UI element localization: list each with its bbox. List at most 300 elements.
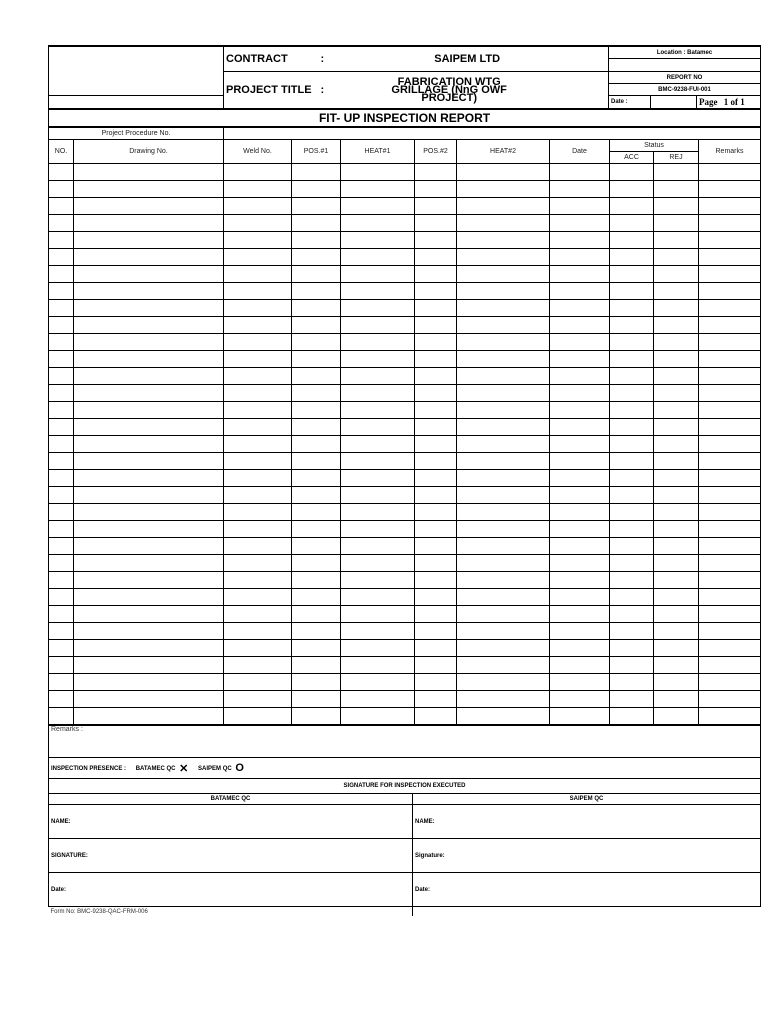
cell-acc (610, 470, 654, 487)
cell-heat2 (457, 232, 550, 249)
cell-acc (610, 691, 654, 708)
cell-acc (610, 521, 654, 538)
cell-pos1 (292, 623, 341, 640)
cell-acc (610, 368, 654, 385)
cell-heat2 (457, 657, 550, 674)
cell-heat1 (341, 453, 415, 470)
table-row (49, 334, 761, 351)
table-row (49, 402, 761, 419)
cell-pos1 (292, 249, 341, 266)
cell-pos1 (292, 674, 341, 691)
cell-acc (610, 708, 654, 725)
inspection-table (48, 127, 761, 725)
table-row (49, 487, 761, 504)
cell-acc (610, 249, 654, 266)
cell-drawing (74, 572, 224, 589)
cell-no (49, 640, 74, 657)
table-row (49, 504, 761, 521)
cell-date (550, 385, 610, 402)
cell-pos2 (415, 521, 457, 538)
cell-heat2 (457, 538, 550, 555)
cell-no (49, 657, 74, 674)
cell-rej (654, 487, 699, 504)
cell-acc (610, 317, 654, 334)
cell-drawing (74, 555, 224, 572)
cell-pos1 (292, 334, 341, 351)
cell-drawing (74, 385, 224, 402)
cell-remarks (699, 470, 761, 487)
cell-rej (654, 470, 699, 487)
cell-date (550, 708, 610, 725)
cell-heat1 (341, 572, 415, 589)
cell-date (550, 300, 610, 317)
cell-no (49, 674, 74, 691)
table-row (49, 317, 761, 334)
cell-no (49, 368, 74, 385)
cell-heat1 (341, 317, 415, 334)
cell-drawing (74, 589, 224, 606)
cell-drawing (74, 351, 224, 368)
cell-pos2 (415, 300, 457, 317)
project-title-colon: : (320, 84, 325, 96)
cell-heat2 (457, 419, 550, 436)
cell-heat1 (341, 674, 415, 691)
cell-pos1 (292, 283, 341, 300)
form-number-spacer (413, 907, 761, 917)
cell-acc (610, 538, 654, 555)
cell-heat2 (457, 351, 550, 368)
cell-heat2 (457, 198, 550, 215)
cell-heat2 (457, 674, 550, 691)
cell-remarks (699, 351, 761, 368)
cell-date (550, 317, 610, 334)
cell-pos1 (292, 606, 341, 623)
col-header-pos1: POS.#1 (292, 140, 341, 164)
cell-heat2 (457, 436, 550, 453)
cell-date (550, 215, 610, 232)
cell-weld (224, 521, 292, 538)
cell-rej (654, 589, 699, 606)
cell-remarks (699, 215, 761, 232)
page-label: Page (699, 97, 718, 107)
cell-heat2 (457, 470, 550, 487)
cell-date (550, 470, 610, 487)
saipem-date-field: Date: (413, 873, 761, 907)
cell-acc (610, 606, 654, 623)
table-row (49, 198, 761, 215)
cell-heat1 (341, 300, 415, 317)
cell-heat1 (341, 555, 415, 572)
cell-pos2 (415, 487, 457, 504)
cell-rej (654, 419, 699, 436)
cell-weld (224, 266, 292, 283)
cell-acc (610, 555, 654, 572)
cell-pos2 (415, 215, 457, 232)
cell-rej (654, 215, 699, 232)
cell-drawing (74, 708, 224, 725)
saipem-signature-field: Signature: (413, 839, 761, 873)
cell-rej (654, 232, 699, 249)
cell-heat2 (457, 691, 550, 708)
cell-heat2 (457, 334, 550, 351)
cell-weld (224, 368, 292, 385)
cell-pos1 (292, 487, 341, 504)
cell-weld (224, 436, 292, 453)
cell-rej (654, 283, 699, 300)
cell-no (49, 402, 74, 419)
cell-weld (224, 606, 292, 623)
table-row (49, 164, 761, 181)
cell-pos1 (292, 402, 341, 419)
cell-weld (224, 538, 292, 555)
inspection-presence (49, 758, 761, 779)
cell-date (550, 589, 610, 606)
cell-remarks (699, 436, 761, 453)
cell-drawing (74, 538, 224, 555)
cell-date (550, 334, 610, 351)
cell-heat2 (457, 623, 550, 640)
cell-acc (610, 657, 654, 674)
cell-drawing (74, 623, 224, 640)
cell-remarks (699, 453, 761, 470)
cell-pos2 (415, 453, 457, 470)
cell-no (49, 487, 74, 504)
cell-weld (224, 317, 292, 334)
cell-pos1 (292, 164, 341, 181)
batamec-qc-heading: BATAMEC QC (49, 794, 413, 805)
cell-heat2 (457, 249, 550, 266)
cell-drawing (74, 300, 224, 317)
cell-drawing (74, 164, 224, 181)
cell-date (550, 402, 610, 419)
cell-acc (610, 266, 654, 283)
circle-icon: O (235, 762, 244, 774)
table-row (49, 657, 761, 674)
date-value (651, 96, 697, 110)
cell-heat2 (457, 181, 550, 198)
cell-date (550, 606, 610, 623)
cell-heat2 (457, 317, 550, 334)
cell-drawing (74, 215, 224, 232)
cell-acc (610, 232, 654, 249)
cell-acc (610, 385, 654, 402)
cell-heat2 (457, 300, 550, 317)
cell-weld (224, 164, 292, 181)
cell-pos1 (292, 232, 341, 249)
cell-date (550, 419, 610, 436)
cell-drawing (74, 691, 224, 708)
table-row (49, 300, 761, 317)
cell-rej (654, 606, 699, 623)
cell-heat1 (341, 589, 415, 606)
cell-no (49, 436, 74, 453)
cell-remarks (699, 249, 761, 266)
cell-heat1 (341, 402, 415, 419)
table-row (49, 538, 761, 555)
table-row (49, 385, 761, 402)
cell-no (49, 198, 74, 215)
contract-label: CONTRACT (224, 46, 299, 72)
cell-no (49, 283, 74, 300)
cell-pos1 (292, 385, 341, 402)
col-header-status: Status (610, 140, 699, 152)
cell-no (49, 691, 74, 708)
cell-acc (610, 215, 654, 232)
cell-heat1 (341, 249, 415, 266)
cell-date (550, 453, 610, 470)
cell-remarks (699, 606, 761, 623)
cell-pos1 (292, 368, 341, 385)
col-header-remarks: Remarks (699, 140, 761, 164)
table-row (49, 249, 761, 266)
cell-remarks (699, 521, 761, 538)
cell-remarks (699, 691, 761, 708)
cell-heat1 (341, 334, 415, 351)
cell-no (49, 385, 74, 402)
cell-no (49, 300, 74, 317)
cell-heat1 (341, 266, 415, 283)
cell-remarks (699, 181, 761, 198)
cell-acc (610, 164, 654, 181)
cell-rej (654, 368, 699, 385)
table-row (49, 555, 761, 572)
cell-date (550, 436, 610, 453)
report-header (48, 45, 761, 127)
cell-pos1 (292, 419, 341, 436)
cell-remarks (699, 385, 761, 402)
cell-date (550, 266, 610, 283)
saipem-qc-heading: SAIPEM QC (413, 794, 761, 805)
cell-pos2 (415, 249, 457, 266)
cell-heat1 (341, 521, 415, 538)
cell-pos2 (415, 572, 457, 589)
table-row (49, 368, 761, 385)
cell-no (49, 181, 74, 198)
cell-acc (610, 589, 654, 606)
cell-no (49, 453, 74, 470)
cell-weld (224, 572, 292, 589)
cell-date (550, 164, 610, 181)
cell-weld (224, 674, 292, 691)
cell-rej (654, 708, 699, 725)
cell-weld (224, 504, 292, 521)
cell-drawing (74, 436, 224, 453)
cell-pos1 (292, 504, 341, 521)
cell-pos1 (292, 657, 341, 674)
cell-heat1 (341, 232, 415, 249)
cell-rej (654, 436, 699, 453)
cell-rej (654, 164, 699, 181)
cell-date (550, 198, 610, 215)
cell-remarks (699, 300, 761, 317)
cell-date (550, 691, 610, 708)
cell-rej (654, 317, 699, 334)
cell-remarks (699, 164, 761, 181)
table-row (49, 215, 761, 232)
cell-pos2 (415, 283, 457, 300)
col-header-heat2: HEAT#2 (457, 140, 550, 164)
table-row (49, 640, 761, 657)
col-header-no: NO. (49, 140, 74, 164)
cell-no (49, 589, 74, 606)
cell-no (49, 351, 74, 368)
cell-heat1 (341, 164, 415, 181)
cell-pos2 (415, 368, 457, 385)
cell-acc (610, 351, 654, 368)
page-cell (697, 96, 761, 110)
cell-rej (654, 674, 699, 691)
signature-heading: SIGNATURE FOR INSPECTION EXECUTED (49, 779, 761, 794)
cell-no (49, 419, 74, 436)
cell-remarks (699, 555, 761, 572)
remarks-label: Remarks : (49, 726, 761, 758)
cell-date (550, 283, 610, 300)
cell-pos1 (292, 589, 341, 606)
cell-heat2 (457, 164, 550, 181)
cross-icon: ✕ (179, 762, 189, 775)
cell-date (550, 181, 610, 198)
cell-remarks (699, 623, 761, 640)
blank-left-title (49, 96, 224, 110)
cell-no (49, 708, 74, 725)
table-row (49, 708, 761, 725)
cell-pos1 (292, 266, 341, 283)
project-procedure-label: Project Procedure No. (49, 128, 224, 140)
cell-drawing (74, 470, 224, 487)
cell-rej (654, 181, 699, 198)
cell-pos2 (415, 351, 457, 368)
cell-acc (610, 419, 654, 436)
cell-rej (654, 555, 699, 572)
cell-acc (610, 436, 654, 453)
cell-remarks (699, 504, 761, 521)
cell-pos2 (415, 691, 457, 708)
cell-date (550, 249, 610, 266)
project-title-label: PROJECT TITLE (224, 72, 299, 110)
cell-heat1 (341, 640, 415, 657)
cell-date (550, 487, 610, 504)
cell-remarks (699, 487, 761, 504)
cell-rej (654, 198, 699, 215)
report-footer (48, 725, 761, 916)
cell-weld (224, 640, 292, 657)
cell-rej (654, 453, 699, 470)
cell-heat2 (457, 385, 550, 402)
cell-drawing (74, 232, 224, 249)
cell-remarks (699, 283, 761, 300)
cell-no (49, 334, 74, 351)
cell-date (550, 674, 610, 691)
cell-pos2 (415, 555, 457, 572)
cell-heat2 (457, 402, 550, 419)
cell-rej (654, 640, 699, 657)
cell-weld (224, 198, 292, 215)
cell-remarks (699, 368, 761, 385)
cell-acc (610, 402, 654, 419)
cell-no (49, 521, 74, 538)
cell-no (49, 572, 74, 589)
cell-weld (224, 181, 292, 198)
cell-heat2 (457, 606, 550, 623)
project-title-value: FABRICATION WTG GRILLAGE (NnG OWF PROJECT) (391, 76, 507, 104)
cell-heat2 (457, 215, 550, 232)
cell-drawing (74, 453, 224, 470)
cell-drawing (74, 674, 224, 691)
cell-drawing (74, 317, 224, 334)
project-procedure-value (224, 128, 761, 140)
cell-acc (610, 198, 654, 215)
cell-pos1 (292, 640, 341, 657)
cell-acc (610, 487, 654, 504)
cell-pos1 (292, 453, 341, 470)
cell-no (49, 555, 74, 572)
table-row (49, 419, 761, 436)
cell-pos1 (292, 555, 341, 572)
cell-rej (654, 351, 699, 368)
cell-rej (654, 385, 699, 402)
cell-heat1 (341, 538, 415, 555)
cell-remarks (699, 572, 761, 589)
cell-remarks (699, 589, 761, 606)
cell-acc (610, 623, 654, 640)
cell-weld (224, 708, 292, 725)
cell-remarks (699, 640, 761, 657)
cell-date (550, 504, 610, 521)
cell-weld (224, 232, 292, 249)
cell-pos1 (292, 181, 341, 198)
cell-drawing (74, 283, 224, 300)
cell-acc (610, 300, 654, 317)
cell-rej (654, 504, 699, 521)
cell-pos2 (415, 470, 457, 487)
cell-weld (224, 453, 292, 470)
cell-remarks (699, 317, 761, 334)
cell-weld (224, 657, 292, 674)
cell-pos1 (292, 198, 341, 215)
cell-remarks (699, 674, 761, 691)
table-row (49, 232, 761, 249)
table-row (49, 623, 761, 640)
cell-heat1 (341, 283, 415, 300)
cell-drawing (74, 266, 224, 283)
col-header-drawing: Drawing No. (74, 140, 224, 164)
cell-heat1 (341, 436, 415, 453)
cell-weld (224, 351, 292, 368)
cell-weld (224, 589, 292, 606)
report-no-value: BMC-9238-FUI-001 (609, 84, 761, 96)
cell-date (550, 521, 610, 538)
cell-date (550, 538, 610, 555)
cell-heat1 (341, 657, 415, 674)
cell-heat1 (341, 419, 415, 436)
cell-weld (224, 385, 292, 402)
cell-no (49, 215, 74, 232)
cell-drawing (74, 334, 224, 351)
cell-weld (224, 402, 292, 419)
location: Location : Batamec (609, 46, 761, 59)
contract-value: SAIPEM LTD (434, 53, 501, 65)
cell-heat1 (341, 708, 415, 725)
table-row (49, 436, 761, 453)
cell-weld (224, 419, 292, 436)
cell-heat2 (457, 283, 550, 300)
cell-pos2 (415, 436, 457, 453)
cell-date (550, 640, 610, 657)
table-row (49, 181, 761, 198)
cell-no (49, 606, 74, 623)
cell-pos1 (292, 572, 341, 589)
cell-heat1 (341, 504, 415, 521)
